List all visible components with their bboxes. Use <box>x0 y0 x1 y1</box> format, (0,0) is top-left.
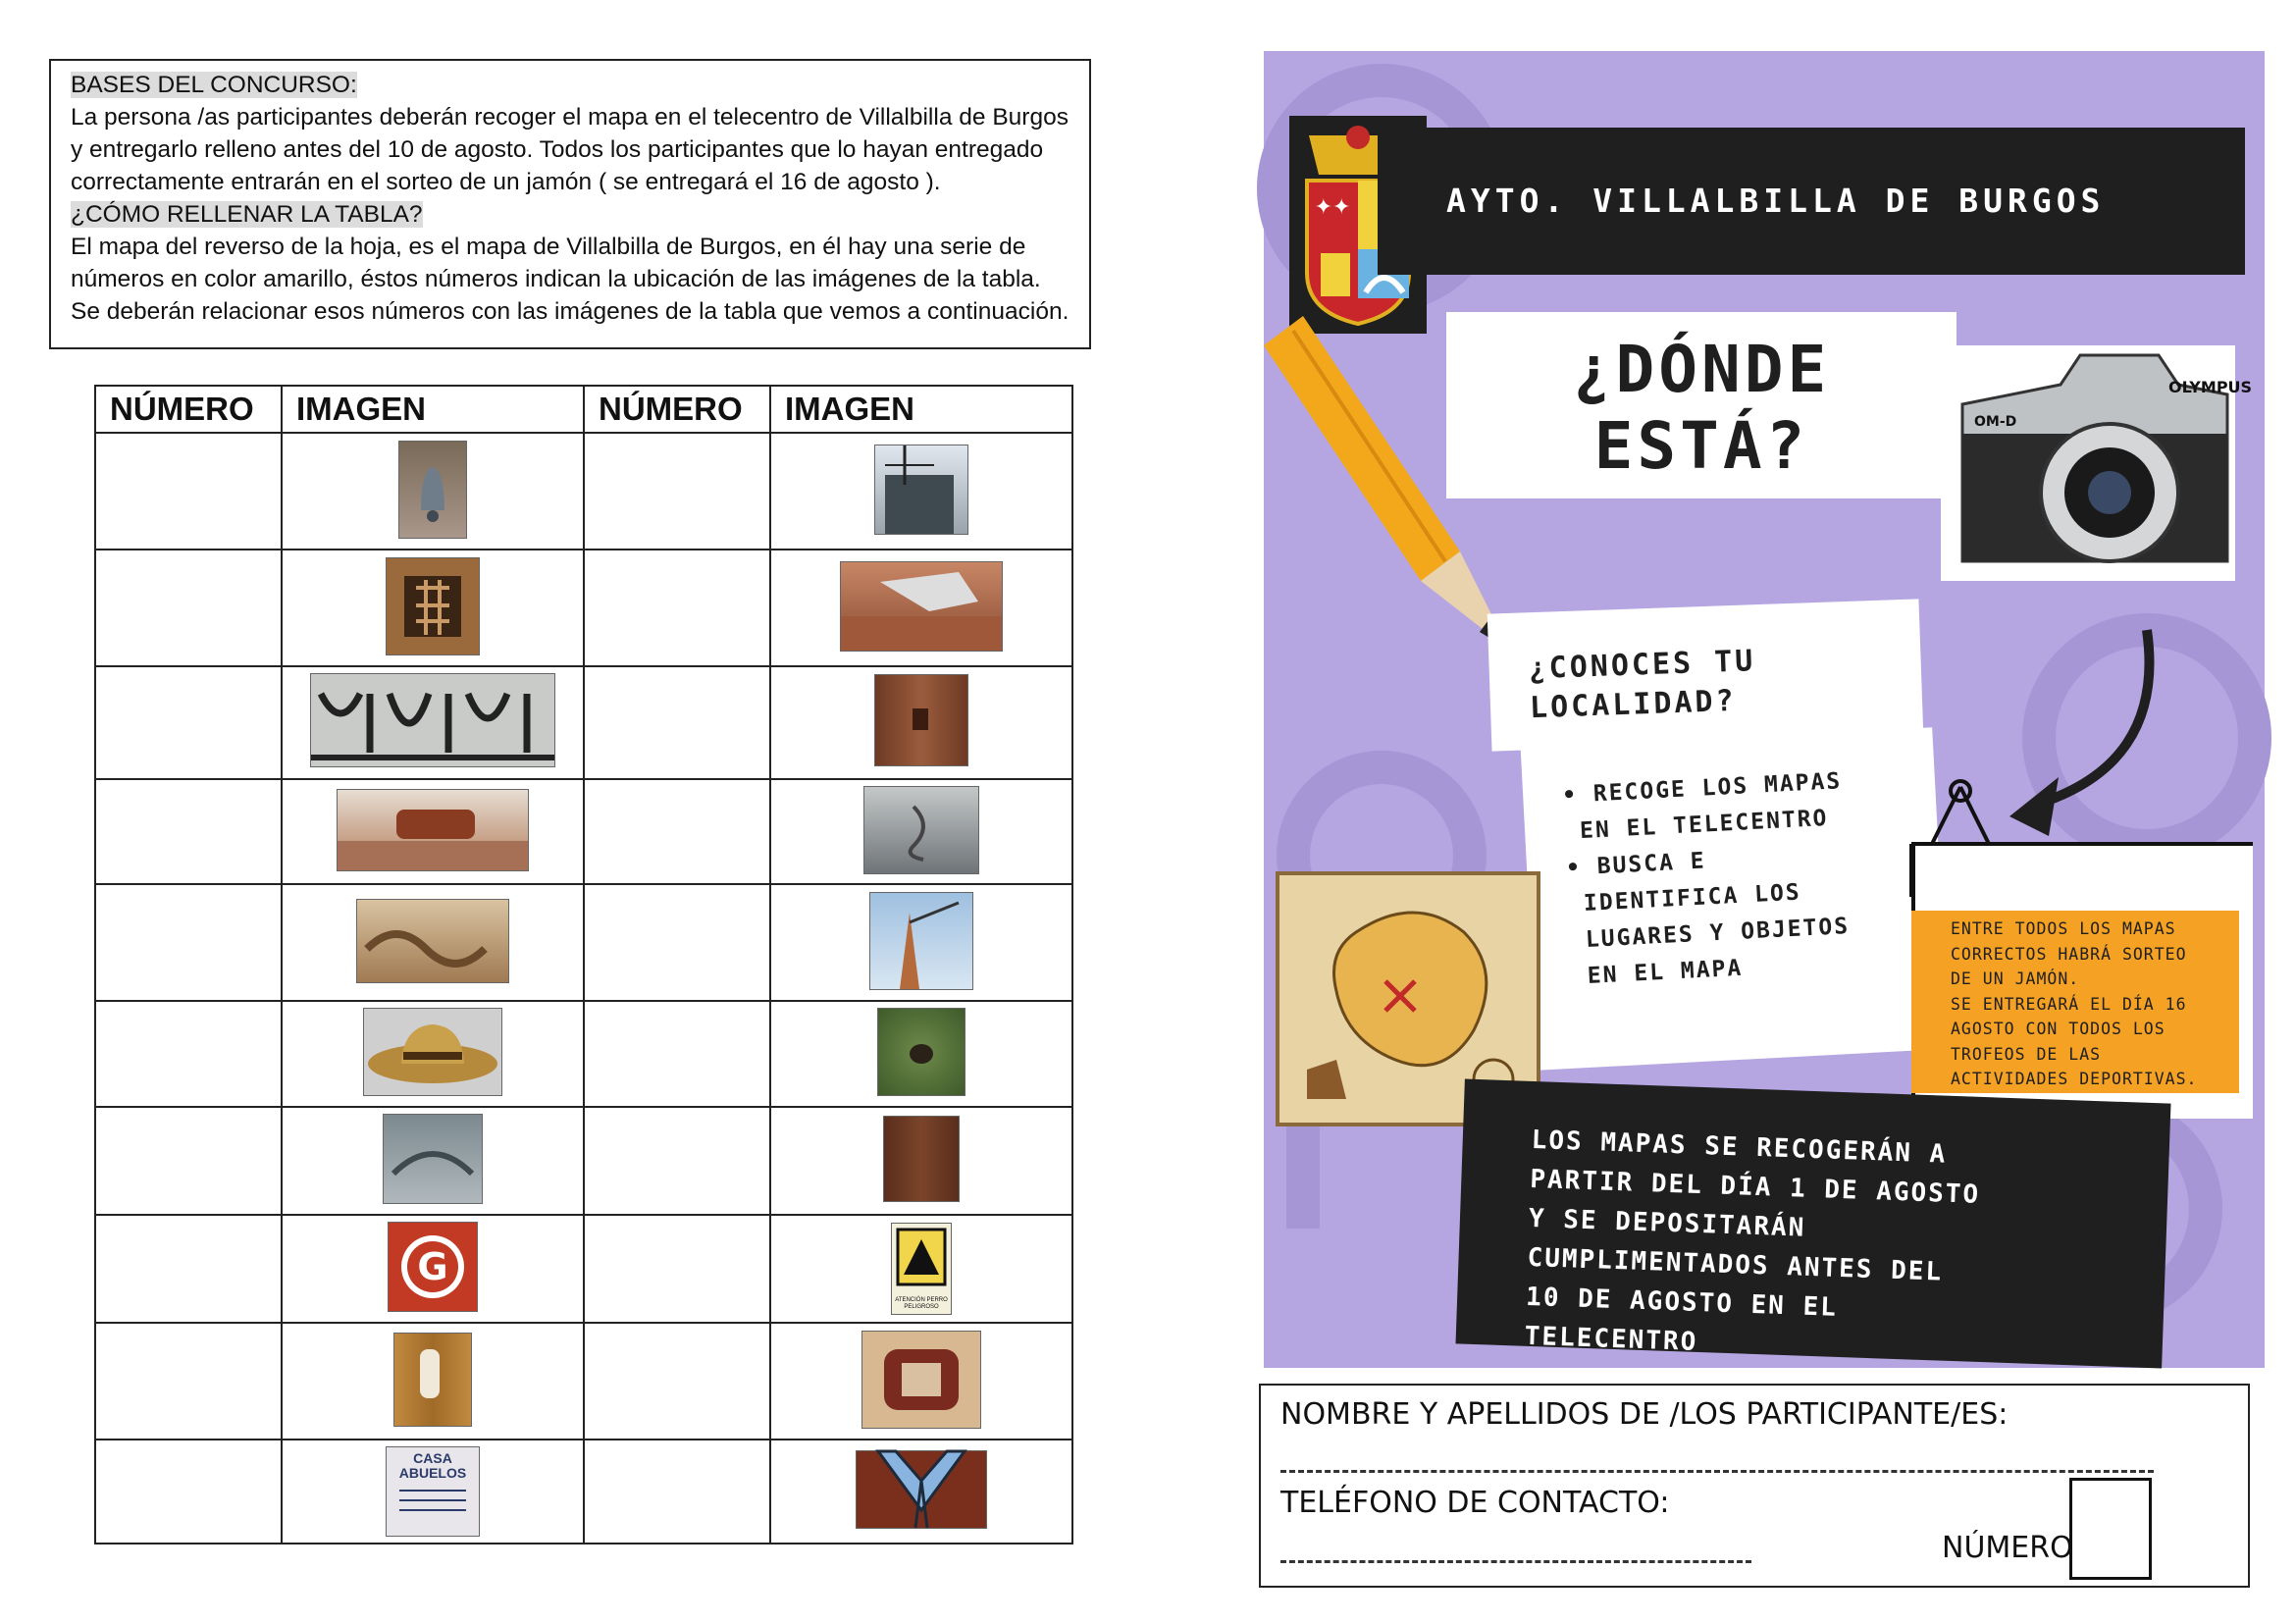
step-line-3: • BUSCA E <box>1565 848 1707 881</box>
steps-card <box>1521 727 1950 1071</box>
svg-text:✦✦: ✦✦ <box>1314 195 1351 220</box>
straw-hat-photo <box>363 1008 502 1096</box>
title-line-1: ¿DÓNDE <box>1572 332 1831 407</box>
dates-box <box>1456 1079 2171 1369</box>
dates-line-6: TELECENTRO <box>1524 1321 1698 1357</box>
table-header-row <box>95 386 1072 433</box>
contest-rules-box <box>49 59 1091 349</box>
metal-hook-photo <box>863 786 979 874</box>
number-cell[interactable] <box>584 666 770 779</box>
image-cell <box>282 779 584 885</box>
number-cell[interactable] <box>95 1001 282 1107</box>
prize-line-1: ENTRE TODOS LOS MAPAS <box>1951 919 2176 938</box>
image-cell <box>770 1440 1072 1544</box>
number-cell[interactable] <box>584 550 770 666</box>
prize-line-3: DE UN JAMÓN. <box>1951 969 2080 988</box>
letter-badge-photo <box>388 1222 478 1312</box>
prize-line-2: CORRECTOS HABRÁ SORTEO <box>1951 944 2187 964</box>
image-cell <box>770 779 1072 885</box>
dates-line-1: LOS MAPAS SE RECOGERÁN A <box>1531 1125 1948 1170</box>
number-cell[interactable] <box>95 550 282 666</box>
badge-letter: G <box>417 1245 448 1289</box>
table-row <box>95 779 1072 885</box>
wooden-shutter-photo <box>883 1116 960 1202</box>
contest-flyer <box>1264 51 2265 1368</box>
table-row <box>95 1001 1072 1107</box>
number-cell[interactable] <box>584 779 770 885</box>
carved-stone-photo <box>356 899 509 983</box>
image-cell <box>770 433 1072 550</box>
prize-line-6: TROFEOS DE LAS <box>1951 1044 2102 1064</box>
number-label: NÚMERO <box>1942 1531 2073 1565</box>
image-cell <box>282 1001 584 1107</box>
warning-sign-photo <box>891 1223 952 1315</box>
number-cell[interactable] <box>584 1001 770 1107</box>
prize-line-7: ACTIVIDADES DEPORTIVAS. <box>1951 1070 2198 1088</box>
name-input-line[interactable] <box>1280 1464 2154 1473</box>
image-cell <box>282 433 584 550</box>
number-cell[interactable] <box>95 1323 282 1440</box>
number-cell[interactable] <box>584 1440 770 1544</box>
shirt-collar-drawing <box>856 1450 987 1529</box>
header-image-1: IMAGEN <box>282 386 584 433</box>
step-line-5: LUGARES Y OBJETOS <box>1585 913 1851 953</box>
blurry-object-photo <box>393 1333 472 1427</box>
header-number-1: NÚMERO <box>95 386 282 433</box>
table-row <box>95 433 1072 550</box>
tile-plaque-photo <box>386 1446 480 1537</box>
phone-input-line[interactable] <box>1280 1554 1751 1563</box>
table-row <box>95 1215 1072 1323</box>
howto-text: El mapa del reverso de la hoja, es el mapa de Villalbilla de Burgos, en él hay una serie de números en color amarillo, éstos números indican la ubicación de las imágenes de la tabla. Se deberán relacionar esos números con las imágenes de la tabla que vemos a continuación. <box>71 234 1070 325</box>
decorated-frame-photo <box>861 1331 981 1429</box>
image-number-table <box>94 385 1073 1544</box>
table-row <box>95 550 1072 666</box>
number-cell[interactable] <box>95 433 282 550</box>
step-line-2: EN EL TELECENTRO <box>1579 805 1830 845</box>
number-cell[interactable] <box>95 884 282 1001</box>
rules-text: La persona /as participantes deberán recoger el mapa en el telecentro de Villalbilla de Burgos y entregarlo relleno antes del 10 de agosto. Todos los participantes que lo hayan entregado correctamente entrarán en el sorteo de un jamón ( se entregará el 16 de agosto ). <box>71 104 1069 195</box>
phone-label: TELÉFONO DE CONTACTO: <box>1280 1486 1670 1520</box>
question-line-1: ¿CONOCES TU <box>1528 644 1756 687</box>
number-cell[interactable] <box>95 1440 282 1544</box>
number-cell[interactable] <box>584 433 770 550</box>
image-cell <box>282 1440 584 1544</box>
rooftop-antenna-photo <box>874 445 968 535</box>
dates-line-5: 10 DE AGOSTO EN EL <box>1525 1282 1839 1323</box>
rules-title: BASES DEL CONCURSO: <box>71 72 357 98</box>
step-line-1: • RECOGE LOS MAPAS <box>1561 768 1843 810</box>
gargoyle-photo <box>840 561 1003 652</box>
header-number-2: NÚMERO <box>584 386 770 433</box>
image-cell <box>770 1323 1072 1440</box>
question-line-2: LOCALIDAD? <box>1529 683 1738 726</box>
title-line-2: ESTÁ? <box>1593 408 1809 484</box>
image-cell <box>282 1323 584 1440</box>
number-cell[interactable] <box>95 666 282 779</box>
image-cell <box>770 1001 1072 1107</box>
image-cell <box>282 1107 584 1215</box>
mossy-wall-hole-photo <box>877 1008 965 1096</box>
table-row <box>95 1440 1072 1544</box>
plaque-line-2: ABUELOS <box>398 1465 467 1482</box>
header-image-2: IMAGEN <box>770 386 1072 433</box>
image-cell <box>282 1215 584 1323</box>
dates-line-2: PARTIR DEL DÍA 1 DE AGOSTO <box>1529 1164 1981 1210</box>
camera-brand: OLYMPUS <box>2168 378 2253 396</box>
weathervane-photo <box>869 892 973 990</box>
wooden-door-photo <box>874 674 968 766</box>
carved-relief-photo <box>383 1114 483 1204</box>
participant-form <box>1259 1384 2250 1588</box>
step-line-6: EN EL MAPA <box>1587 955 1744 989</box>
prize-line-5: AGOSTO CON TODOS LOS <box>1951 1020 2166 1038</box>
number-cell[interactable] <box>584 1323 770 1440</box>
step-line-4: IDENTIFICA LOS <box>1583 879 1802 917</box>
bell-photo <box>398 441 467 539</box>
iron-railing-photo <box>310 673 555 767</box>
image-cell <box>770 884 1072 1001</box>
number-cell[interactable] <box>584 1107 770 1215</box>
question-card <box>1487 599 1924 751</box>
image-cell <box>770 1107 1072 1215</box>
image-cell <box>770 550 1072 666</box>
number-input-box[interactable] <box>2069 1478 2152 1580</box>
sign-text: ATENCIÓN PERRO PELIGROSO <box>895 1297 948 1311</box>
dates-line-3: Y SE DEPOSITARÁN <box>1528 1203 1806 1243</box>
org-name: AYTO. VILLALBILLA DE BURGOS <box>1446 182 2106 220</box>
window-grate-photo <box>386 557 480 655</box>
table-row <box>95 884 1072 1001</box>
image-cell <box>282 550 584 666</box>
prize-box <box>1911 911 2239 1093</box>
howto-title: ¿CÓMO RELLENAR LA TABLA? <box>71 201 423 228</box>
number-cell[interactable] <box>95 1107 282 1215</box>
camera-model: OM-D <box>1974 414 2017 430</box>
number-cell[interactable] <box>584 884 770 1001</box>
image-cell <box>770 1215 1072 1323</box>
table-row <box>95 1323 1072 1440</box>
rusted-latch-photo <box>337 789 529 871</box>
image-cell <box>282 666 584 779</box>
table-row <box>95 666 1072 779</box>
prize-line-4: SE ENTREGARÁ EL DÍA 16 <box>1951 994 2187 1014</box>
camera-icon <box>1943 345 2253 581</box>
number-cell[interactable] <box>95 779 282 885</box>
number-cell[interactable] <box>95 1215 282 1323</box>
image-cell <box>282 884 584 1001</box>
table-row <box>95 1107 1072 1215</box>
dates-line-4: CUMPLIMENTADOS ANTES DEL <box>1527 1242 1944 1287</box>
plaque-line-1: CASA <box>413 1450 452 1467</box>
number-cell[interactable] <box>584 1215 770 1323</box>
image-cell <box>770 666 1072 779</box>
org-banner <box>1378 128 2245 275</box>
name-label: NOMBRE Y APELLIDOS DE /LOS PARTICIPANTE/ES: <box>1280 1397 2009 1432</box>
